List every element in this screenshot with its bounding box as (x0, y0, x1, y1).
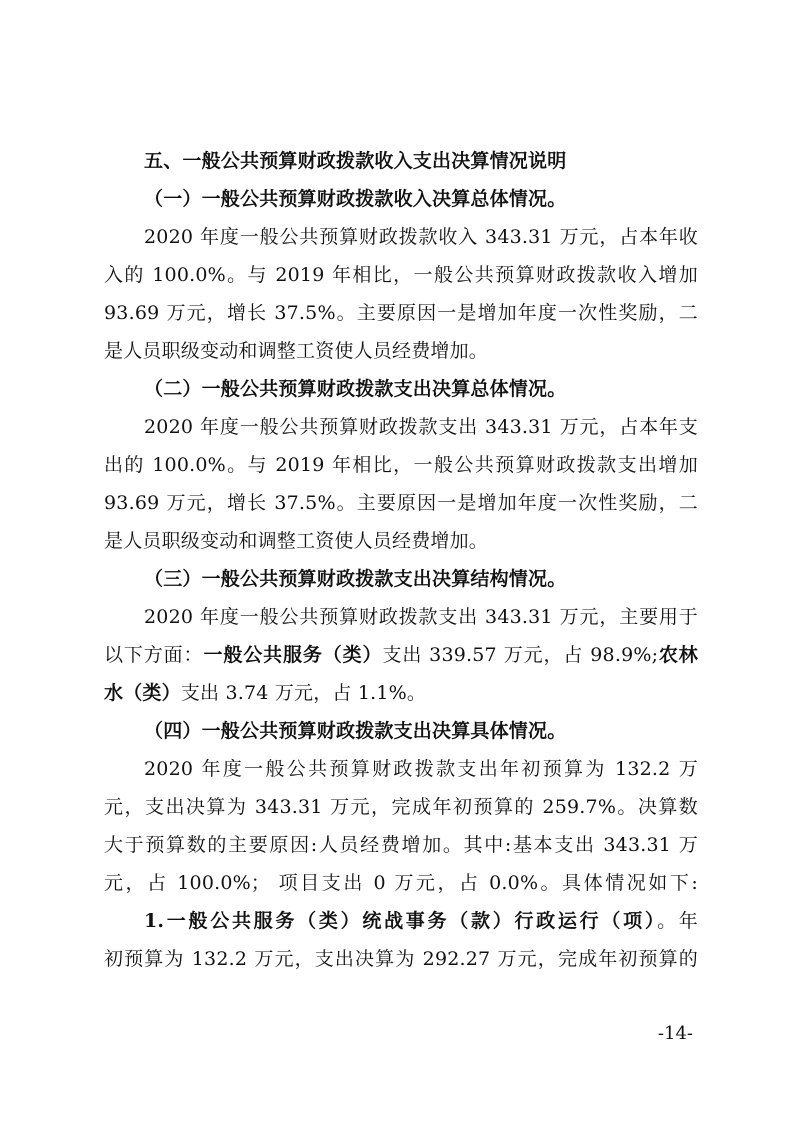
paragraph-line: 93.69 万元，增长 37.5%。主要原因一是增加年度一次性奖励，二 (104, 302, 698, 324)
paragraph-line (104, 902, 698, 940)
category-name: 水（类） (104, 682, 181, 704)
subsection-heading-4: （四）一般公共预算财政拨款支出决算具体情况。 (144, 720, 567, 742)
paragraph-line: 出的 100.0%。与 2019 年相比，一般公共预算财政拨款支出增加 (104, 454, 698, 476)
page-number: -14- (657, 1023, 693, 1044)
paragraph-line: 2020 年度一般公共预算财政拨款支出年初预算为 132.2 万 (144, 758, 698, 780)
subsection-heading-2: （二）一般公共预算财政拨款支出决算总体情况。 (144, 378, 567, 400)
paragraph-line: 2020 年度一般公共预算财政拨款支出 343.31 万元，占本年支 (144, 416, 698, 438)
paragraph-line: 入的 100.0%。与 2019 年相比，一般公共预算财政拨款收入增加 (104, 264, 698, 286)
paragraph-line: 大于预算数的主要原因:人员经费增加。其中:基本支出 343.31 万 (104, 834, 698, 856)
category-name: 一般公共服务（类） (203, 644, 383, 666)
paragraph-line (104, 636, 698, 674)
document-page (104, 142, 698, 978)
category-name: 农林 (658, 644, 698, 666)
text-segment: 。年 (657, 910, 698, 932)
item-title: 1.一般公共服务（类）统战事务（款）行政运行（项） (144, 910, 658, 932)
paragraph-line: 初预算为 132.2 万元，支出决算为 292.27 万元，完成年初预算的 (104, 948, 698, 970)
paragraph-line: 2020 年度一般公共预算财政拨款收入 343.31 万元，占本年收 (144, 226, 698, 248)
paragraph-line: 是人员职级变动和调整工资使人员经费增加。 (104, 530, 489, 552)
paragraph-line: 元，占 100.0%； 项目支出 0 万元，占 0.0%。具体情况如下: (104, 872, 698, 894)
subsection-heading-3: （三）一般公共预算财政拨款支出决算结构情况。 (144, 568, 567, 590)
paragraph-line (104, 674, 698, 712)
paragraph-line: 元，支出决算为 343.31 万元，完成年初预算的 259.7%。决算数 (104, 796, 698, 818)
subsection-heading-1: （一）一般公共预算财政拨款收入决算总体情况。 (144, 188, 567, 210)
section-title: 五、一般公共预算财政拨款收入支出决算情况说明 (144, 150, 567, 172)
paragraph-line: 2020 年度一般公共预算财政拨款支出 343.31 万元，主要用于 (144, 606, 698, 628)
paragraph-line: 93.69 万元，增长 37.5%。主要原因一是增加年度一次性奖励，二 (104, 492, 698, 514)
text-segment: 支出 339.57 万元，占 98.9%; (382, 644, 659, 666)
paragraph-line: 是人员职级变动和调整工资使人员经费增加。 (104, 340, 489, 362)
text-segment: 支出 3.74 万元，占 1.1%。 (180, 682, 427, 704)
text-segment: 以下方面： (104, 644, 204, 666)
